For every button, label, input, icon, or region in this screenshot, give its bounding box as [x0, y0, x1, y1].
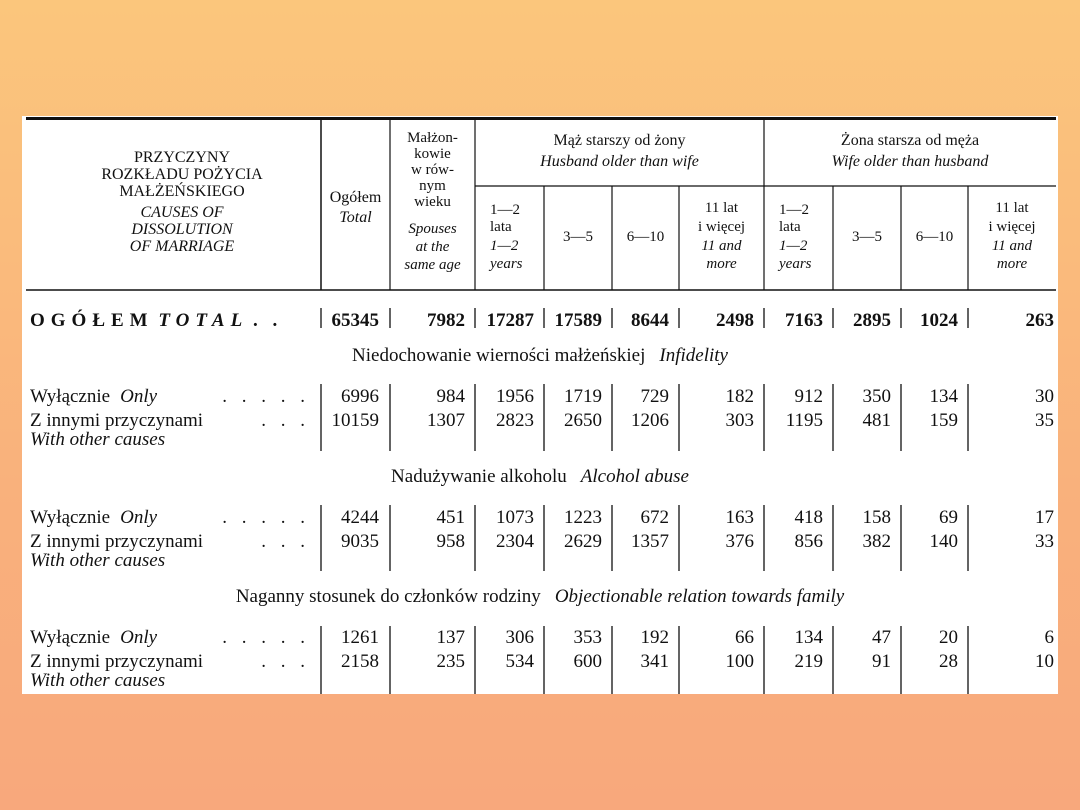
table-row-total-cell: 1261: [341, 627, 379, 648]
row-label-en: With other causes: [30, 550, 166, 571]
table-row-husband-3-5-cell: 1719: [564, 386, 602, 407]
table-row-wife-1-2-cell: 134: [794, 627, 823, 648]
wife-11-header-pl-2: i więcej: [988, 219, 1036, 235]
same-age-header-en-2: at the: [415, 239, 450, 255]
section-title-pl: Niedochowanie wierności małżeńskiej: [352, 345, 646, 366]
section-title-en: Alcohol abuse: [580, 466, 689, 487]
husband-11-header-pl-1: 11 lat: [704, 200, 739, 216]
table-row-total-cell: 6996: [341, 386, 379, 407]
total-row-dots: . .: [252, 310, 283, 331]
table-row-same-age-cell: 451: [436, 507, 465, 528]
row-label-en: With other causes: [30, 429, 166, 450]
wife-1-2-header-pl-2: lata: [779, 219, 801, 235]
husband-older-header-pl: Mąż starszy od żony: [553, 132, 686, 149]
table-row-husband-11-more-cell: 163: [725, 507, 754, 528]
wife-older-header-pl: Żona starsza od męża: [840, 132, 980, 149]
wife-older-header-en: Wife older than husband: [831, 153, 989, 170]
total-row-label-en: TOTAL: [158, 310, 249, 331]
row-leader-dots: . . . . .: [222, 386, 310, 407]
row-label: [30, 387, 157, 406]
table-row-total-cell: 4244: [341, 507, 379, 528]
table-row-wife-6-10-cell: 69: [939, 507, 958, 528]
table-row-wife-3-5-cell: 481: [862, 410, 891, 431]
row-label: [30, 411, 203, 430]
table-row-wife-11-more-cell: 17: [1035, 507, 1054, 528]
total-row-wife-1-2-cell: 7163: [785, 310, 823, 331]
row-label-pl: Wyłącznie: [30, 386, 111, 407]
table-row-husband-3-5-cell: 2650: [564, 410, 602, 431]
section-title-en: Infidelity: [659, 345, 728, 366]
table-row-same-age-cell: 137: [436, 627, 465, 648]
statistics-table: [22, 116, 1058, 694]
same-age-header-pl-5: wieku: [414, 194, 451, 210]
table-row-total-cell: 2158: [341, 651, 379, 672]
wife-11-header-pl-1: 11 lat: [995, 200, 1029, 216]
table-row-husband-11-more-cell: 100: [725, 651, 754, 672]
table-row-wife-3-5-cell: 158: [862, 507, 891, 528]
table-row-husband-1-2-cell: 2304: [496, 531, 534, 552]
wife-11-header-en-2: more: [996, 256, 1028, 272]
wife-1-2-header-en-1: 1—2: [779, 238, 808, 254]
section-title-pl: Nadużywanie alkoholu: [391, 466, 567, 487]
table-row-wife-1-2-cell: 219: [794, 651, 823, 672]
wife-3-5-header: 3—5: [852, 229, 882, 245]
husband-11-header-en-1: 11 and: [701, 238, 742, 254]
table-row-wife-3-5-cell: 382: [862, 531, 891, 552]
row-label-pl: Wyłącznie: [30, 627, 111, 648]
table-row-wife-11-more-cell: 35: [1035, 410, 1054, 431]
row-label: [30, 652, 203, 671]
table-row-wife-6-10-cell: 134: [929, 386, 958, 407]
table-row-husband-6-10-cell: 192: [640, 627, 669, 648]
table-row-husband-3-5-cell: 600: [573, 651, 602, 672]
wife-11-header-en-1: 11 and: [991, 238, 1033, 254]
table-row-husband-6-10-cell: 729: [640, 386, 669, 407]
table-row-husband-6-10-cell: 1206: [631, 410, 669, 431]
table-row-husband-3-5-cell: 353: [573, 627, 602, 648]
husband-older-header-en: Husband older than wife: [540, 153, 699, 170]
section-title-pl: Naganny stosunek do członków rodziny: [235, 586, 541, 607]
table-row-husband-11-more-cell: 66: [735, 627, 754, 648]
row-label-pl: Z innymi przyczynami: [30, 410, 204, 431]
row-label: [30, 508, 157, 527]
table-row-same-age-cell: 984: [436, 386, 465, 407]
table-row-wife-1-2-cell: 912: [794, 386, 823, 407]
same-age-header-pl-3: w rów-: [411, 162, 454, 178]
same-age-header-pl-4: nym: [419, 178, 446, 194]
causes-header-pl-3: MAŁŻEŃSKIEGO: [119, 183, 245, 200]
table-row-husband-6-10-cell: 672: [640, 507, 669, 528]
row-leader-dots: . . .: [261, 531, 310, 552]
section-title: [22, 587, 1058, 606]
husband-1-2-header-en-2: years: [490, 256, 523, 272]
total-row-husband-3-5-cell: 17589: [554, 310, 602, 331]
row-leader-dots: . . . . .: [222, 627, 310, 648]
total-row-husband-6-10-cell: 8644: [631, 310, 669, 331]
table-row-wife-11-more-cell: 33: [1035, 531, 1054, 552]
table-row-husband-11-more-cell: 303: [725, 410, 754, 431]
table-row-husband-6-10-cell: 1357: [631, 531, 669, 552]
table-row-wife-1-2-cell: 856: [794, 531, 823, 552]
row-label-pl: Z innymi przyczynami: [30, 651, 204, 672]
husband-1-2-header-en-1: 1—2: [490, 238, 519, 254]
table-row-wife-6-10-cell: 140: [929, 531, 958, 552]
table-row-same-age-cell: 235: [436, 651, 465, 672]
table-row-total-cell: 10159: [331, 410, 379, 431]
table-row-wife-3-5-cell: 91: [872, 651, 891, 672]
total-row-wife-6-10-cell: 1024: [920, 310, 958, 331]
table-row-same-age-cell: 958: [436, 531, 465, 552]
table-row-wife-11-more-cell: 30: [1035, 386, 1054, 407]
husband-11-header-pl-2: i więcej: [697, 219, 746, 235]
husband-3-5-header: 3—5: [563, 229, 593, 245]
total-row-label-pl: OGÓŁEM: [30, 310, 154, 331]
total-row-wife-3-5-cell: 2895: [853, 310, 891, 331]
section-title: [22, 467, 1058, 486]
row-label-en: With other causes: [30, 670, 166, 691]
table-row-husband-11-more-cell: 182: [725, 386, 754, 407]
table-row-husband-1-2-cell: 534: [505, 651, 534, 672]
row-label-en: Only: [120, 507, 158, 528]
total-row-total-cell: 65345: [331, 310, 379, 331]
table-row-total-cell: 9035: [341, 531, 379, 552]
total-row-wife-11-more-cell: 263: [1025, 310, 1054, 331]
table-row-wife-11-more-cell: 6: [1044, 627, 1054, 648]
section-title: [22, 346, 1058, 365]
table-row-husband-11-more-cell: 376: [725, 531, 754, 552]
table-row-wife-6-10-cell: 159: [929, 410, 958, 431]
causes-header-pl-2: ROZKŁADU POŻYCIA: [101, 166, 263, 183]
table-row-wife-3-5-cell: 350: [862, 386, 891, 407]
row-leader-dots: . . .: [261, 651, 310, 672]
row-label-en: Only: [120, 386, 158, 407]
table-row-wife-1-2-cell: 1195: [785, 410, 823, 431]
table-row-wife-6-10-cell: 28: [939, 651, 958, 672]
total-row-same-age-cell: 7982: [427, 310, 465, 331]
causes-header-en-1: CAUSES OF: [140, 204, 224, 221]
table-row-husband-1-2-cell: 306: [505, 627, 534, 648]
table-row-same-age-cell: 1307: [427, 410, 465, 431]
wife-1-2-header-en-2: years: [779, 256, 812, 272]
row-leader-dots: . . . . .: [222, 507, 310, 528]
table-row-husband-1-2-cell: 1956: [496, 386, 534, 407]
total-header-pl: Ogółem: [329, 189, 382, 206]
same-age-header-pl-2: kowie: [414, 146, 451, 162]
row-label-en: Only: [120, 627, 158, 648]
table-row-husband-3-5-cell: 1223: [564, 507, 602, 528]
husband-1-2-header-pl-2: lata: [490, 219, 512, 235]
husband-6-10-header: 6—10: [626, 229, 665, 245]
row-label: [30, 628, 157, 647]
section-title-en: Objectionable relation towards family: [554, 586, 845, 607]
total-row-label: [30, 311, 282, 330]
causes-header-en-2: DISSOLUTION: [131, 221, 233, 238]
table-row-wife-3-5-cell: 47: [872, 627, 891, 648]
same-age-header-pl-1: Małżon-: [407, 130, 458, 146]
table-row-husband-1-2-cell: 2823: [496, 410, 534, 431]
husband-1-2-header-pl-1: 1—2: [490, 202, 520, 218]
same-age-header-en-1: Spouses: [408, 221, 457, 237]
row-leader-dots: . . .: [261, 410, 310, 431]
table-row-wife-6-10-cell: 20: [939, 627, 958, 648]
row-label-pl: Wyłącznie: [30, 507, 111, 528]
same-age-header-en-3: same age: [404, 257, 461, 273]
total-row-husband-1-2-cell: 17287: [486, 310, 534, 331]
table-row-wife-1-2-cell: 418: [794, 507, 823, 528]
total-header-en: Total: [339, 209, 372, 226]
table-row-wife-11-more-cell: 10: [1035, 651, 1054, 672]
row-label: [30, 532, 203, 551]
table-row-husband-3-5-cell: 2629: [564, 531, 602, 552]
table-row-husband-1-2-cell: 1073: [496, 507, 534, 528]
wife-6-10-header: 6—10: [915, 229, 954, 245]
causes-header-en-3: OF MARRIAGE: [129, 238, 235, 255]
table-row-husband-6-10-cell: 341: [640, 651, 669, 672]
row-label-pl: Z innymi przyczynami: [30, 531, 204, 552]
total-row-husband-11-more-cell: 2498: [716, 310, 754, 331]
husband-11-header-en-2: more: [706, 256, 737, 272]
wife-1-2-header-pl-1: 1—2: [779, 202, 809, 218]
causes-header-pl-1: PRZYCZYNY: [133, 149, 230, 166]
